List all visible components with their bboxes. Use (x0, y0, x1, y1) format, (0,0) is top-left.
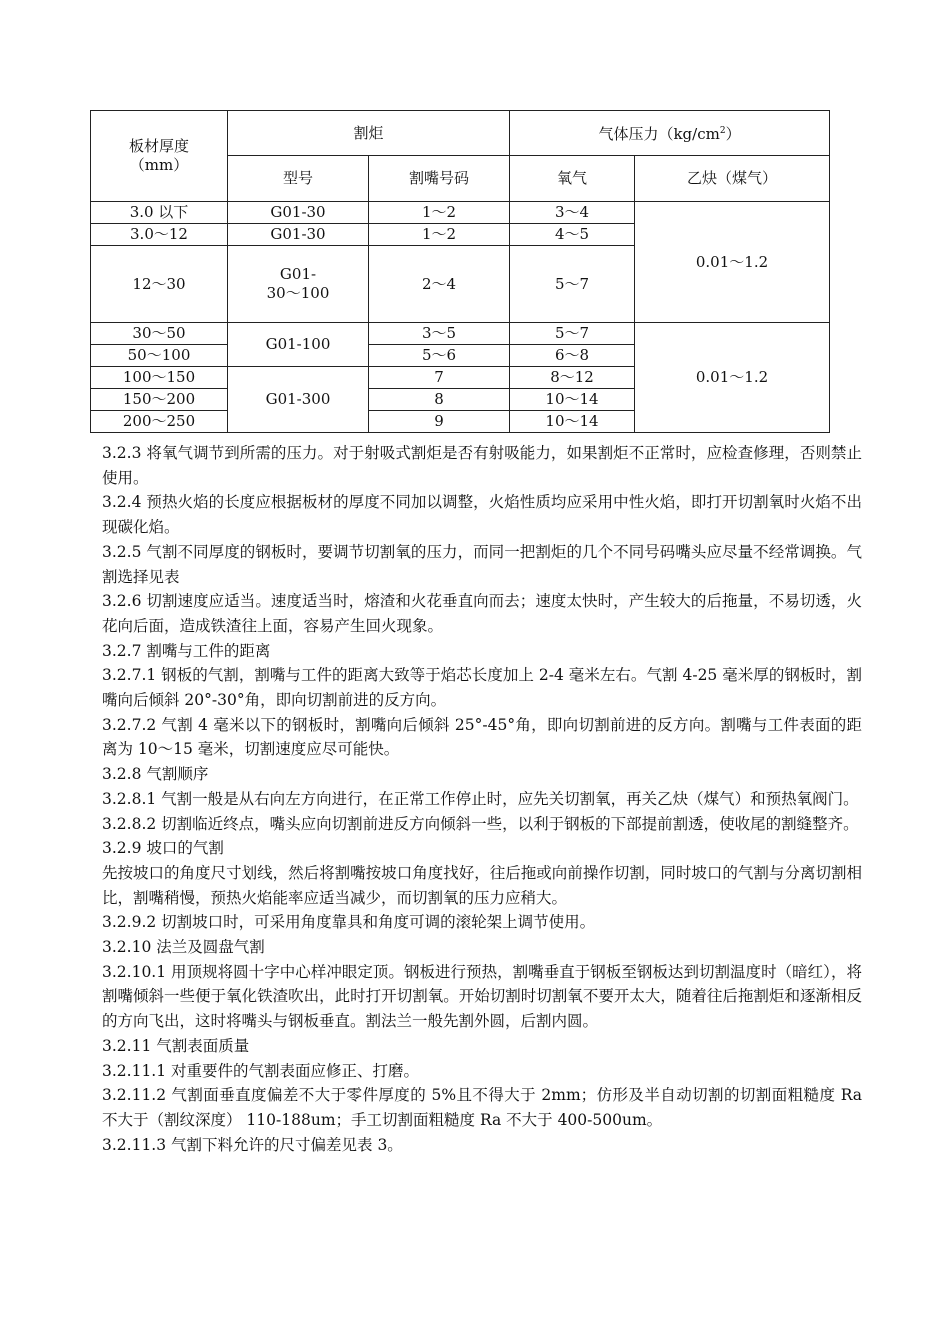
cell-nozzle: 2～4 (369, 246, 510, 323)
cell-acetylene-group-1: 0.01～1.2 (635, 202, 830, 323)
cell-oxygen: 5～7 (510, 246, 635, 323)
paragraph: 3.2.7.2 气割 4 毫米以下的钢板时，割嘴向后倾斜 25°-45°角，即向切割前进的反方向。割嘴与工件表面的距离为 10～15 毫米，切割速度应尽可能快。 (102, 715, 862, 759)
paragraph: 3.2.4 预热火焰的长度应根据板材的厚度不同加以调整，火焰性质均应采用中性火焰，即打开切割氧时火焰不出现碳化焰。 (102, 493, 862, 537)
paragraph: 3.2.11.2 气割面垂直度偏差不大于零件厚度的 5%且不得大于 2mm；仿形及半自动切割的切割面粗糙度 Ra 不大于（割纹深度） 110-188um；手工切割面粗糙度 Ra 不大于 400-500um。 (102, 1086, 867, 1129)
section-heading: 3.2.9 坡口的气割 (102, 839, 224, 858)
cell-thickness: 100～150 (91, 367, 228, 389)
cell-model: G01-300 (228, 367, 369, 433)
header-nozzle-number: 割嘴号码 (369, 156, 510, 202)
cell-oxygen: 3～4 (510, 202, 635, 224)
section-heading: 3.2.11 气割表面质量 (102, 1036, 250, 1055)
header-oxygen: 氧气 (510, 156, 635, 202)
header-gas-pressure-exponent: 2 (719, 126, 726, 136)
cell-oxygen: 10～14 (510, 389, 635, 411)
cell-nozzle: 1～2 (369, 202, 510, 224)
header-gas-pressure-close: ） (725, 125, 741, 143)
cell-model-line-1: G01- (279, 265, 317, 283)
header-gas-pressure-label: 气体压力（kg/cm (598, 125, 720, 143)
cell-nozzle: 5～6 (369, 345, 510, 367)
cell-thickness: 200～250 (91, 411, 228, 433)
cell-thickness: 50～100 (91, 345, 228, 367)
section-heading: 3.2.8 气割顺序 (102, 765, 209, 784)
cell-nozzle: 7 (369, 367, 510, 389)
paragraph: 3.2.5 气割不同厚度的钢板时，要调节切割氧的压力，而同一把割炬的几个不同号码嘴头应尽量不经常调换。气割选择见表 (102, 542, 862, 586)
paragraph: 3.2.9.2 切割坡口时，可采用角度靠具和角度可调的滚轮架上调节使用。 (102, 913, 596, 932)
header-torch: 割炬 (228, 111, 510, 156)
header-model: 型号 (228, 156, 369, 202)
paragraph: 3.2.8.2 切割临近终点，嘴头应向切割前进反方向倾斜一些，以利于钢板的下部提前割透，使收尾的割缝整齐。 (102, 814, 859, 833)
cell-nozzle: 9 (369, 411, 510, 433)
section-heading: 3.2.10 法兰及圆盘气割 (102, 938, 265, 957)
cell-model-line-2: 30～100 (266, 284, 330, 302)
header-thickness-label: 板材厚度 (128, 137, 189, 155)
cell-oxygen: 6～8 (510, 345, 635, 367)
cell-oxygen: 10～14 (510, 411, 635, 433)
cell-model: G01-30 (228, 224, 369, 246)
header-gas-pressure (510, 111, 830, 156)
gas-cutting-parameter-table (90, 110, 830, 433)
cell-thickness: 12～30 (91, 246, 228, 323)
header-thickness (91, 111, 228, 202)
section-heading: 3.2.7 割嘴与工件的距离 (102, 641, 271, 660)
cell-nozzle: 1～2 (369, 224, 510, 246)
paragraph: 3.2.10.1 用顶规将圆十字中心样冲眼定顶。钢板进行预热，割嘴垂直于钢板至钢板达到切割温度时（暗红），将割嘴倾斜一些便于氧化铁渣吹出，此时打开切割氧。开始切割时切割氧不要开太大，随着往后拖割炬和逐渐相反的方向飞出，这时将嘴头与钢板垂直。割法兰一般先割外圆，后割内圆。 (102, 962, 862, 1031)
cell-thickness: 150～200 (91, 389, 228, 411)
paragraph: 3.2.6 切割速度应适当。速度适当时，熔渣和火花垂直向而去；速度太快时，产生较大的后拖量，不易切透，火花向后面，造成铁渣往上面，容易产生回火现象。 (102, 592, 862, 635)
cell-nozzle: 3～5 (369, 323, 510, 345)
cell-thickness: 30～50 (91, 323, 228, 345)
cell-model: G01-30 (228, 202, 369, 224)
cell-model: G01-100 (228, 323, 369, 367)
paragraph: 3.2.11.1 对重要件的气割表面应修正、打磨。 (102, 1061, 420, 1080)
paragraph: 3.2.11.3 气割下料允许的尺寸偏差见表 3。 (102, 1135, 403, 1154)
paragraph: 先按坡口的角度尺寸划线，然后将割嘴按坡口角度找好，往后拖或向前操作切割，同时坡口的气割与分离切割相比，割嘴稍慢，预热火焰能率应适当减少，而切割氧的压力应稍大。 (102, 863, 862, 907)
paragraph: 3.2.8.1 气割一般是从右向左方向进行，在正常工作停止时，应先关切割氧，再关乙炔（煤气）和预热氧阀门。 (102, 789, 859, 808)
table-row (91, 323, 830, 345)
cell-oxygen: 4～5 (510, 224, 635, 246)
paragraph: 3.2.3 将氧气调节到所需的压力。对于射吸式割炬是否有射吸能力，如果割炬不正常时，应检查修理，否则禁止使用。 (102, 444, 862, 487)
cell-nozzle: 8 (369, 389, 510, 411)
cell-thickness: 3.0～12 (91, 224, 228, 246)
document-body (102, 441, 867, 1157)
cell-oxygen: 8～12 (510, 367, 635, 389)
cell-acetylene-group-2: 0.01～1.2 (635, 323, 830, 433)
cell-thickness: 3.0 以下 (91, 202, 228, 224)
table-row (91, 202, 830, 224)
cell-oxygen: 5～7 (510, 323, 635, 345)
header-acetylene: 乙炔（煤气） (635, 156, 830, 202)
header-thickness-unit: （mm） (129, 156, 189, 174)
cell-model (228, 246, 369, 323)
paragraph: 3.2.7.1 钢板的气割，割嘴与工件的距离大致等于焰芯长度加上 2-4 毫米左右。气割 4-25 毫米厚的钢板时，割嘴向后倾斜 20°-30°角，即向切割前进的反方向。 (102, 666, 862, 710)
